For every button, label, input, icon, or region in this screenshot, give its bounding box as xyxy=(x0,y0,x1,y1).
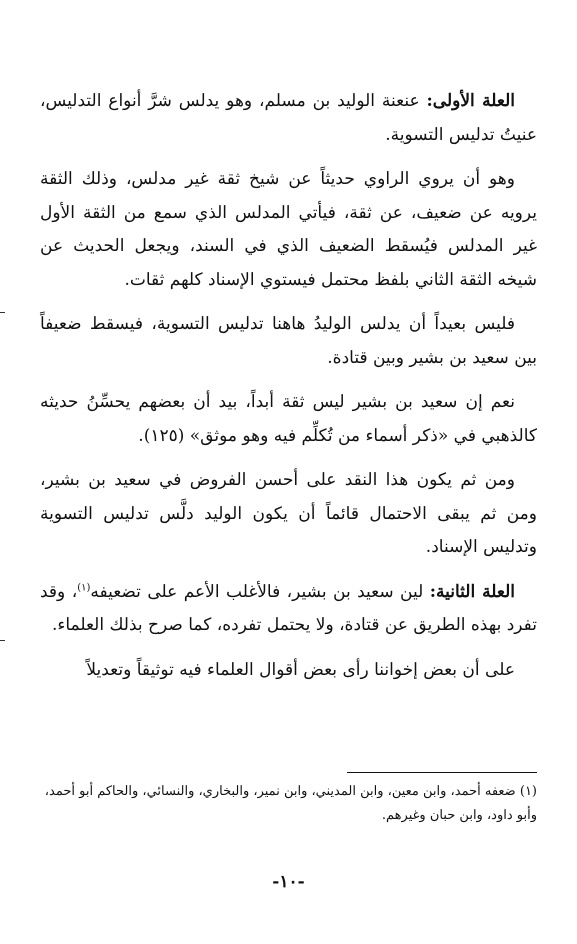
paragraph-3-text: فليس بعيداً أن يدلس الوليدُ هاهنا تدليس التسوية، فيسقط ضعيفاً بين سعيد بن بشير وبين قتادة. xyxy=(40,314,537,368)
edge-mark xyxy=(0,312,5,313)
paragraph-7 xyxy=(40,654,537,688)
paragraph-1-text: عنعنة الوليد بن مسلم، وهو يدلس شرَّ أنواع التدليس، عنيتُ تدليس التسوية. xyxy=(40,91,537,145)
footnote-separator xyxy=(347,772,537,773)
paragraph-6-text-cont: ، وقد تفرد بهذه الطريق عن قتادة، ولا يحتمل تفرده، كما صرح بذلك العلماء. xyxy=(40,581,537,635)
paragraph-2 xyxy=(40,163,537,297)
paragraph-2-text: وهو أن يروي الراوي حديثاً عن شيخ ثقة غير مدلس، وذلك الثقة يرويه عن ضعيف، عن ثقة، فيأتي المدلس الذي سمع من الثقة الأول غير المدلس فيُسقط الضعيف الذي في السند، ويجعل الحديث عن شيخه الثقة الثاني بلفظ محتمل فيستوي الإسناد كلهم ثقات. xyxy=(40,169,537,290)
paragraph-6 xyxy=(40,576,537,643)
paragraph-5 xyxy=(40,464,537,565)
paragraph-4-text: نعم إن سعيد بن بشير ليس ثقة أبداً، بيد أن بعضهم يحسِّنُ حديثه كالذهبي في «ذكر أسماء من تُكلِّم فيه وهو موثق» (١٢٥). xyxy=(40,392,537,446)
paragraph-6-text: لين سعيد بن بشير، فالأغلب الأعم على تضعيفه xyxy=(90,581,430,602)
edge-mark xyxy=(0,640,5,641)
paragraph-3 xyxy=(40,308,537,375)
paragraph-4 xyxy=(40,386,537,453)
page-number: -١٠- xyxy=(272,872,305,892)
paragraph-7-text: على أن بعض إخواننا رأى بعض أقوال العلماء فيه توثيقاً وتعديلاً xyxy=(86,659,515,680)
footnote: (١) ضعفه أحمد، وابن معين، وابن المديني، وابن نمير، والبخاري، والنسائي، والحاكم أبو أحمد، وأبو داود، وابن حبان وغيرهم. xyxy=(44,784,537,823)
first-defect-heading: العلة الأولى: xyxy=(426,91,515,111)
main-text xyxy=(40,85,537,698)
paragraph-1 xyxy=(40,85,537,152)
paragraph-5-text: ومن ثم يكون هذا النقد على أحسن الفروض في سعيد بن بشير، ومن ثم يبقى الاحتمال قائماً أن يكون الوليد دلَّس تدليس التسوية وتدليس الإسناد. xyxy=(40,470,537,557)
second-defect-heading: العلة الثانية: xyxy=(429,581,515,602)
footnote-marker[interactable]: (١) xyxy=(77,581,91,593)
